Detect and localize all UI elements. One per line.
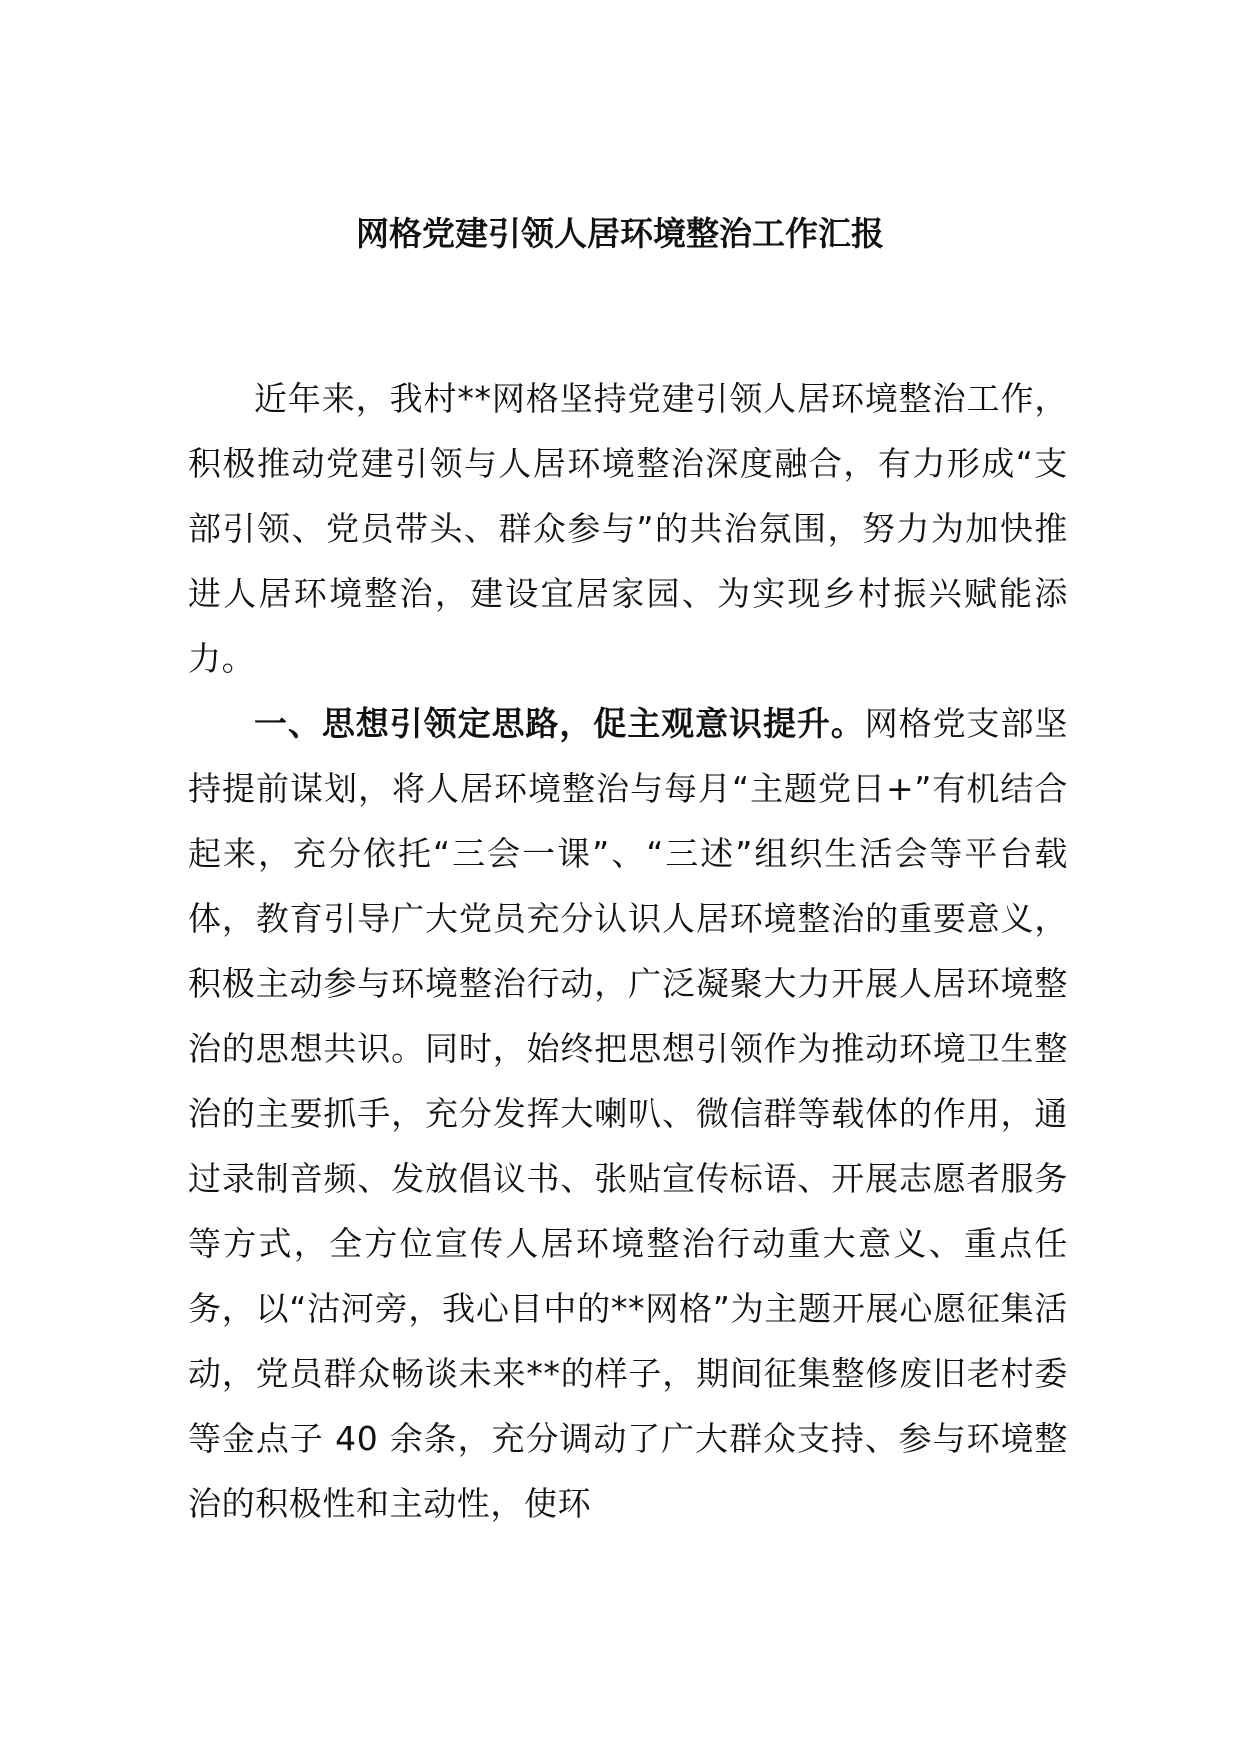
section-1-heading: 一、思想引领定思路，促主观意识提升。 [254,704,865,743]
document-body [188,366,1068,1536]
document-title: 网格党建引领人居环境整治工作汇报 [356,214,884,253]
section-1-paragraph [188,691,1068,1536]
intro-paragraph: 近年来，我村**网格坚持党建引领人居环境整治工作，积极推动党建引领与人居环境整治深度融合，有力形成“支部引领、党员带头、群众参与”的共治氛围，努力为加快推进人居环境整治，建设宜居家园、为实现乡村振兴赋能添力。 [188,379,1068,678]
section-1-body: 网格党支部坚持提前谋划，将人居环境整治与每月“主题党日+”有机结合起来，充分依托“三会一课”、“三述”组织生活会等平台载体，教育引导广大党员充分认识人居环境整治的重要意义，积极主动参与环境整治行动，广泛凝聚大力开展人居环境整治的思想共识。同时，始终把思想引领作为推动环境卫生整治的主要抓手，充分发挥大喇叭、微信群等载体的作用，通过录制音频、发放倡议书、张贴宣传标语、开展志愿者服务等方式，全方位宣传人居环境整治行动重大意义、重点任务，以“沽河旁，我心目中的**网格”为主题开展心愿征集活动，党员群众畅谈未来**的样子，期间征集整修废旧老村委等金点子 40 余条，充分调动了广大群众支持、参与环境整治的积极性和主动性，使环 [188,704,1068,1523]
